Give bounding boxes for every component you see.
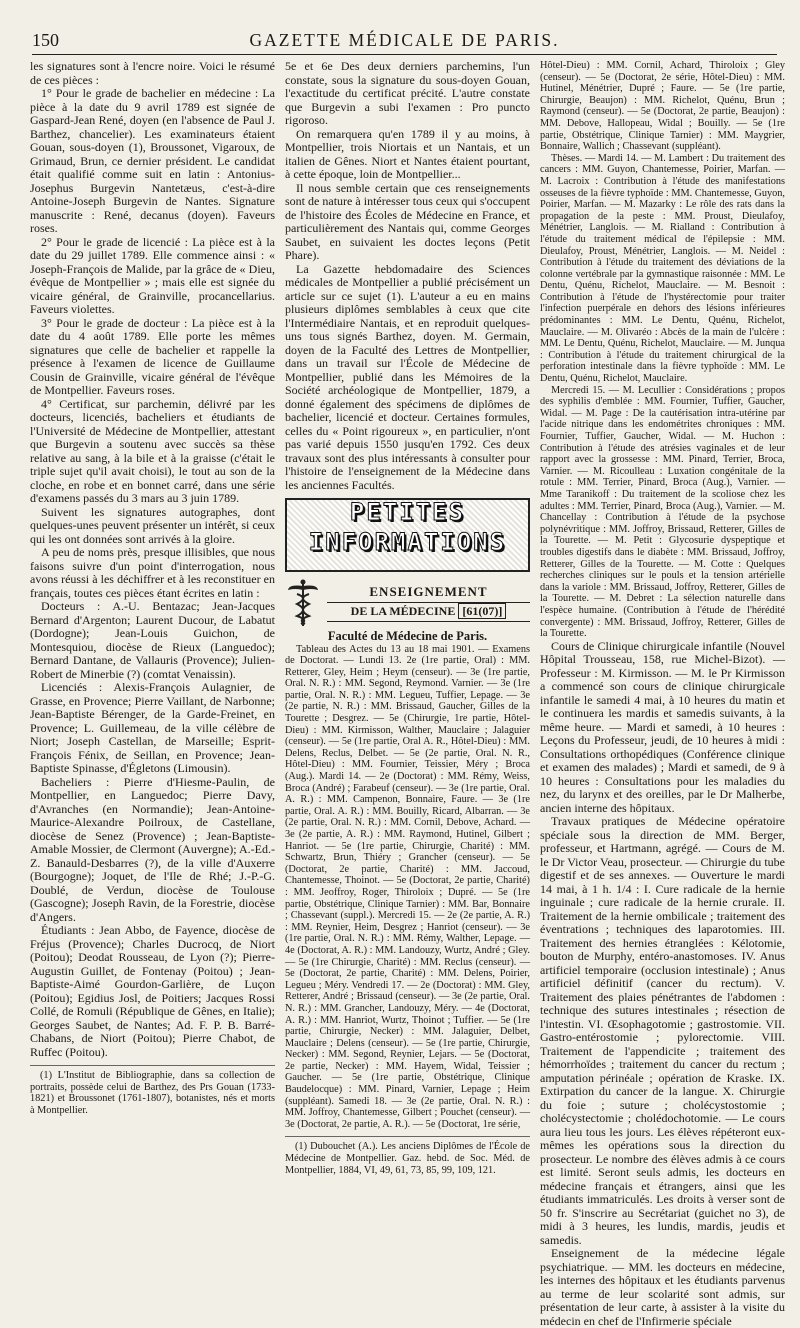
section-subtitle — [327, 602, 530, 622]
section-subtitle-label: DE LA MÉDECINE — [350, 604, 456, 618]
column-middle — [285, 59, 530, 1176]
paragraph: Enseignement de la médecine légale psychiatrique. — MM. les docteurs en médecine, les internes des hôpitaux et les étudiants parvenus au terme de leur scolarité sont admis, sur présentation de leur carte, à assister à la visite du médecin en chef de l'Infirmerie spéciale — [540, 1246, 785, 1328]
paragraph: Cours de Clinique chirurgicale infantile (Nouvel Hôpital Trousseau, 158, rue Michel-Bizot). — Professeur : M. Kirmisson. — M. le Pr Kirmisson a commencé son cours de clinique chirurgicale infantile le samedi 4 mai, à 10 heures du matin et le continuera les mardis et samedis suivants, à la même heure. — Mardi et samedi, à 10 heures : Leçons du Professeur, jeudi, de 10 heures à midi : Consultations orthopédiques (Conférence clinique et examen des malades) ; Mardi et samedi, de 9 à 10 heures : Consultations pour les maladies du nez, du larynx et des oreilles, par le Dr Malherbe, ancien interne des hôpitaux. — [540, 638, 785, 815]
section-heading-text — [327, 585, 530, 622]
paragraph: Suivent les signatures autographes, dont quelques-unes peuvent présenter un intérêt, si ceux qui les ont données sont arrivés à la gloire. — [30, 504, 275, 546]
classification-code: [61(07)] — [458, 603, 506, 619]
theses-list: Mercredi 15. — M. Lecullier : Considérations ; propos des syphilis d'emblée : MM. Fournier, Tuffier, Gaucher, Widal. — M. Page : De la cautérisation intra-utérine par l'acide nitrique dans les endométrites chroniques : MM. Fournier, Tuffier, Gaucher, Widal. — M. Huchon : Contribution à l'étude des atrésies vaginales et de leur rapport avec la grossesse : MM. Pinard, Terrier, Broca, Varnier. — M. Ricoulleau : Luxation congénitale de la rotule : MM. Terrier, Pinard, Broca (Aug.), Varnier. — Mme Taranikoff : Du traitement de la scoliose chez les adultes : MM. Terrier, Pinard, Broca (Aug.), Varnier. — M. Chancellay : Contribution à l'étude de la psychose polynévritique : MM. Joffroy, Brissaud, Retterer, Gilles de la Tourette. — M. Petit : Glycosurie dyspeptique et troubles digestifs dans le diabète : MM. Brissaud, Joffroy, Retterer, Gilles de la Tourette. — M. Cotte : Quelques recherches cliniques sur le pouls et la tension artérielle dans la variole : MM. Brissaud, Joffroy, Retterer, Gilles de la Tourette. — M. Debret : La sélection naturelle dans l'espèce humaine. (Contribution à l'étude de l'hérédité convergente) : MM. Brissaud, Joffroy, Retterer, Gilles de la Tourette. — [540, 384, 785, 640]
paragraph: On remarquera qu'en 1789 il y au moins, à Montpellier, trois Niortais et un Nantais, et un italien de Gênes. Niort et Nantes étaient pourtant, à cette époque, loin de Montpellier... — [285, 126, 530, 181]
column-left — [30, 59, 275, 1116]
paragraph: 3° Pour le grade de docteur : La pièce est à la date du 4 août 1789. Elle porte les mêmes signatures que celle de bachelier et rappelle la présence à l'examen de licence de Guillaume Cousin de Grainville, vicaire général de l'évêque de Montpellier. Faveurs roses. — [30, 315, 275, 397]
paragraph: Bacheliers : Pierre d'Hiesme-Paulin, de Montpellier, en Languedoc; Pierre Davy, d'Avranches (en Normandie); Jean-Antoine-Maurice-Alexandre Poilroux, de Castellane, diocèse de Senez (Provence) ; Jean-Baptiste-Amable Mossier, de Clermont (Auvergne); A.-Ed.-Z. Banauld-Desbarres (?), de la ville d'Auxerre (Bourgogne); Joquet, de l'Ile de Rhé; J.-P.-G. Doublé, de Verdun, diocèse de Toulouse (Gascogne); Joseph Ravin, de la Forestrie, diocèse d'Angers. — [30, 774, 275, 924]
exam-schedule: Tableau des Actes du 13 au 18 mai 1901. — Examens de Doctorat. — Lundi 13. 2e (1re partie, Oral) : MM. Retterer, Gley, Heim ; Heym (censeur). — 3e (1re partie, Oral. N. R.) : MM. Segond, Reymond. Varnier. — 3e (1re partie, Oral. N. R.) : MM. Legueu, Tuffier, Lepage. — 3e (2e partie, N. R.) : MM. Brissaud, Gaucher, Gilles de la Tourette ; Desgrez. — 5e (Chirurgie, 1re partie, Hôtel-Dieu) : MM. Kirmisson, Walther, Mauclaire ; Jalaguier (censeur). — 5e (1re partie, Oral A. R., Hôtel-Dieu) : MM. Delens, Reclus, Delbet. — 5e (2e partie, Oral. N. R., Hôtel-Dieu) : MM. Fournier, Teissier, Méry ; Broca (Aug.). Mardi 14. — 2e (Doctorat) : MM. Rémy, Weiss, Broca (André) ; Farabeuf (censeur). — 3e (1re partie, Oral. A. R.) : MM. Campenon, Bonnaire, Faure. — 3e (1re partie, Oral. A. R.) : MM. Bouilly, Ricard, Albarran. — 3e (2e partie, Oral. N. R.) : MM. Cornil, Debove, Achard. — 3e (2e partie, A. R.) : MM. Raymond, Hutinel, Gilbert ; Hanriot. — 5e (1re partie, Chirurgie, Charité) : MM. Schwartz, Brun, Thiéry ; Grancher (censeur). — 5e (Doctorat, 2e partie, Charité) : MM. Jaccoud, Chantemesse, Thoinot. — 5e (Doctorat, 2e partie, Charité) : MM. Jeoffroy, Roger, Thiroloix ; Dupré. — 5e (1re partie, Obstétrique, Clinique Tarnier) : MM. Bar, Bonnaire ; Chassevant (suppl.). Mercredi 15. — 2e (2e partie, A. R.) : MM. Reynier, Heim, Desgrez ; Hanriot (censeur). — 3e (1re partie, Oral. N. R.) : MM. Rémy, Walther, Lepage. — 4e (Doctorat, A. R.) : MM. Landouzy, Wurtz, André ; Gley. — 5e (1re Chirurgie, Charité) : MM. Reclus (censeur). — 5e (Doctorat, 2e partie, Charité) : MM. Delens, Poirier, Legueu ; Méry. Vendredi 17. — 2e (Doctorat) : MM. Gley, Retterer, André ; Brissaud (censeur). — 3e (2e partie, Oral. N. R.) : MM. Grancher, Landouzy, Méry. — 4e (Doctorat, A. R.) : MM. Hanriot, Wurtz, Thoinot ; Tuffier. — 5e (1re partie, Chirurgie, Necker) : MM. Jalaguier, Delbet, Mauclaire ; Delens (censeur). — 5e (1re partie, Chirurgie, Necker) : MM. Segond, Reynier, Lejars. — 5e (Doctorat, 2e partie, Necker) : MM. Hayem, Widal, Teissier ; Gaucher. — 5e (1re partie, Obstétrique, Clinique Baudelocque) : MM. Pinard, Varnier, Lepage ; Heim (suppléant). Samedi 18. — 3e (2e partie, Oral. N. R.) : MM. Joffroy, Chantemesse, Gilbert ; Pouchet (censeur). — 3e (Doctorat, 2e partie, A. R.). — 5e (Doctorat, 1re série, — [285, 643, 530, 1130]
banner-line-1: PETITES — [349, 498, 466, 526]
journal-title: GAZETTE MÉDICALE DE PARIS. — [249, 30, 560, 50]
petites-informations-banner — [285, 498, 530, 572]
page-header — [32, 30, 777, 55]
footnote — [285, 1136, 530, 1176]
faculty-title: Faculté de Médecine de Paris. — [327, 629, 488, 643]
paragraph: Docteurs : A.-U. Bentazac; Jean-Jacques Bernard d'Argenton; Laurent Ducour, de Labatut (Dordogne); Jean-Louis Guichon, de Montesquiou, diocèse de Rieux (Languedoc); Bernard Dantane, de Vallauris (Provence); Julien-Robert de Minerbie (?) (comtat Venaissin). — [30, 599, 275, 681]
paragraph: La Gazette hebdomadaire des Sciences médicales de Montpellier a publié précisément un article sur ce sujet (1). L'auteur a eu en mains plusieurs diplômes semblables à ceux que cite l'Intermédiaire Nantais, et en reproduit quelques-uns tous signés Barthez, doyen. M. Germain, doyen de la Faculté des Lettres de Montpellier, dans un travail sur l'École de Médecine de Montpellier, publié dans les Mémoires de la Société archéologique de Montpellier, 1879, a donné également des spécimens de diplômes de bachelier, licencié et docteur. Certaines formules, celles du « Point rigoureux », en particulier, n'ont pas varié depuis 1550 jusqu'en 1792. Ces deux travaux sont des plus intéressants à consulter pour l'histoire de l'enseignement de la Médecine dans les anciennes Facultés. — [285, 261, 530, 492]
theses-list: Thèses. — Mardi 14. — M. Lambert : Du traitement des cancers : MM. Guyon, Chantemesse, Poirier, Marfan. — M. Lacroix : Contribution à l'étude des manifestations osseuses de la fièvre typhoïde : MM. Chantemesse, Guyon, Poirier, Marfan. — M. Mazarky : Le rôle des rats dans la propagation de la peste : MM. Proust, Dieulafoy, Ménétrier, Langlois. — M. Rialland : Contribution à l'étude du traitement médical de l'épilepsie : MM. Dieulafoy, Proust, Ménétrier, Langlois. — M. Neidel : Contribution à l'étude du traitement des déviations de la colonne vertébrale par la gymnastique raisonnée : MM. Le Dentu, Quénu, Richelot, Mauclaire. — M. Besnoit : Contribution à l'étude de l'hystérectomie pour traiter l'infection puerpérale en dehors des lésions inférieures prédominantes : MM. Le Dentu, Quénu, Richelot, Mauclaire. — M. Olivaréo : Abcès de la main de l'ulcère : MM. Le Dentu, Quénu, Richelot, Mauclaire. — M. Junqua : Contribution à l'étude du traitement chirurgical de la perforation intestinale dans la fièvre typhoïde : MM. Le Dentu, Quénu, Richelot, Mauclaire. — [540, 152, 785, 385]
page-number: 150 — [32, 30, 59, 50]
section-title: ENSEIGNEMENT — [369, 583, 488, 599]
section-heading — [285, 578, 530, 628]
paragraph: 2° Pour le grade de licencié : La pièce est à la date du 29 juillet 1789. Elle commence ainsi : « Joseph-François de Malide, par la grâce de « Dieu, évêque de Montpellier » ; mais elle est signée du vicaire général, de Grainville, procancellarius. Faveurs violettes. — [30, 234, 275, 316]
footnote-text: (1) Dubouchet (A.). Les anciens Diplômes de l'École de Médecine de Montpellier. Gaz. hebd. de Soc. Méd. de Montpellier, 1884, VI, 49, 61, 73, 85, 99, 109, 121. — [285, 1141, 530, 1176]
footnote — [30, 1065, 275, 1116]
banner-line-2: INFORMATIONS — [308, 528, 507, 556]
footnote-text: (1) L'Institut de Bibliographie, dans sa collection de portraits, possède celui de Barthez, des Prs Gouan (1733-1821) et Broussonet (1761-1807), botanistes, nés et morts à Montpellier. — [30, 1070, 275, 1116]
paragraph: 1° Pour le grade de bachelier en médecine : La pièce à la date du 9 avril 1789 est signée de Gaspard-Jean René, doyen (en l'absence de Paul J. Barthez, chancelier). Les examinateurs étaient Gouan, sous-doyen (1), Broussonet, Vigaroux, de Grimaud, Brun, ce dernier président. Le candidat était qualifié comme suit en latin : Antonius-Josephus Burgevin Nantetæus, c'est-à-dire Antoine-Joseph Burgevin de Nantes. Signature manuscrite : René, decanus (doyen). Faveurs roses. — [30, 86, 275, 235]
paragraph: les signatures sont à l'encre noire. Voici le résumé de ces pièces : — [30, 59, 275, 87]
paragraph: Il nous semble certain que ces renseignements sont de nature à intéresser tous ceux qui s'occupent de l'histoire des Écoles de Médecine en France, et particulièrement des Nantais qui, comme Georges Saubet, en suivaient les doctes leçons (Petit Phare). — [285, 180, 530, 262]
paragraph: Étudiants : Jean Abbo, de Fayence, diocèse de Fréjus (Provence); Charles Ducrocq, de Niort (Poitou); Deodat Rousseau, de Lyon (?); Pierre-Augustin Guillet, de Fontenay (Poitou) ; Jean-Baptiste-Aimé Gourdon-Garlière, de Luçon (Poitou); Egidius Josl, de Poitiers; Jacques Rossi Collé, de Romuli (République de Gênes, en Italie); Georges Saubet, de Nantes; Ad. F. P. B. Barré-Chabans, de Niort (Poitou); Pierre Chabot, de Ruffec (Poitou). — [30, 923, 275, 1059]
paragraph: 4° Certificat, sur parchemin, délivré par les docteurs, licenciés, bacheliers et étudiants de l'Université de Médecine de Montpellier, attestant que Burgevin a soutenu avec succès sa thèse relative au sang, à la bile et à la graisse (c'était le triple sujet qu'il avait choisi), le tout au son de la cloche, en robe et en bonnet carré, dans une série d'examens passés du 3 mars au 3 juin 1789. — [30, 396, 275, 505]
paragraph: Licenciés : Alexis-François Aulagnier, de Grasse, en Provence; Pierre Vaillant, de Narbonne; Jean-Baptiste Bérenger, de la Garde-Freinet, en Provence; L. Guillemeau, de la ville célèbre de Niort; Joseph Castellan, de Marseille; Esprit-François Fénix, de Seillan, en Provence; Jean-Baptiste Spinasse, d'Égletons (Limousin). — [30, 680, 275, 775]
caduceus-icon — [285, 578, 321, 628]
paragraph: Hôtel-Dieu) : MM. Cornil, Achard, Thiroloix ; Gley (censeur). — 5e (Doctorat, 2e série, Hôtel-Dieu) : MM. Hutinel, Ménétrier, Dupré ; Faure. — 5e (1re partie, Chirurgie, Beaujon) : MM. Richelot, Quénu, Brun ; Raymond (censeur). — 5e (Doctorat, 2e partie, Beaujon) : MM. Debove, Hallopeau, Widal ; Bouilly. — 5e (1re partie, Obstétrique, Clinique Tarnier) : MM. Maygrier, Bonnaire, Wallich ; Chassevant (suppléant). — [540, 60, 785, 153]
column-right — [540, 60, 785, 1328]
paragraph: 5e et 6e Des deux derniers parchemins, l'un constate, sous la signature du sous-doyen Gouan, l'exactitude du certificat précité. L'autre constate que Burgevin a subi l'examen : Pro puncto rigoroso. — [285, 59, 530, 127]
paragraph: Travaux pratiques de Médecine opératoire spéciale sous la direction de MM. Berger, professeur, et Hartmann, agrégé. — Cours de M. le Dr Victor Veau, prosecteur. — Chirurgie du tube digestif et de ses annexes. — Ouverture le mardi 14 mai, à 1 h. 1/4 : I. Cure radicale de la hernie inguinale ; cure radicale de la hernie crurale. II. Traitement de la hernie ombilicale ; traitement des éventrations ; techniques des laparotomies. III. Traitement des hernies étranglées : Kélotomie, bouton de Murphy, entéro-anastomoses. IV. Anus artificiel temporaire (occlusion intestinale) ; Anus artificiel définitif (cancer du rectum). V. Traitement des plaies pénétrantes de l'abdomen : technique des sutures intestinales ; résection de l'intestin. VI. Œsophagotomie ; gastrostomie. VII. Gastro-entérostomie ; pylorectomie. VIII. Traitement de l'appendicite ; traitement des hémorrhoïdes ; traitement du cancer du rectum ; amputation périnéale ; opération de Kraske. IX. Extirpation du cancer de la langue. X. Chirurgie du foie ; suture ; cholécystostomie ; cholécystectomie ; cholédochotomie. — Le cours aura lieu tous les jours. Les élèves répéteront eux-mêmes les opérations sous la direction du prosecteur. Le nombre des élèves admis à ce cours est limité. Seront seuls admis, les docteurs en médecine français et étrangers, ainsi que les étudiants immatriculés. Les droits à verser sont de 50 fr. S'inscrire au Secrétariat (guichet no 3), de midi à 3 heures, les lundis, mardis, jeudis et samedis. — [540, 814, 785, 1247]
paragraph: A peu de noms près, presque illisibles, que nous faisons suivre d'un point d'interrogation, nous avons réussi à les déchiffrer et à les reconstituer en français, toutes ces pièces étant écrites en latin : — [30, 545, 275, 600]
